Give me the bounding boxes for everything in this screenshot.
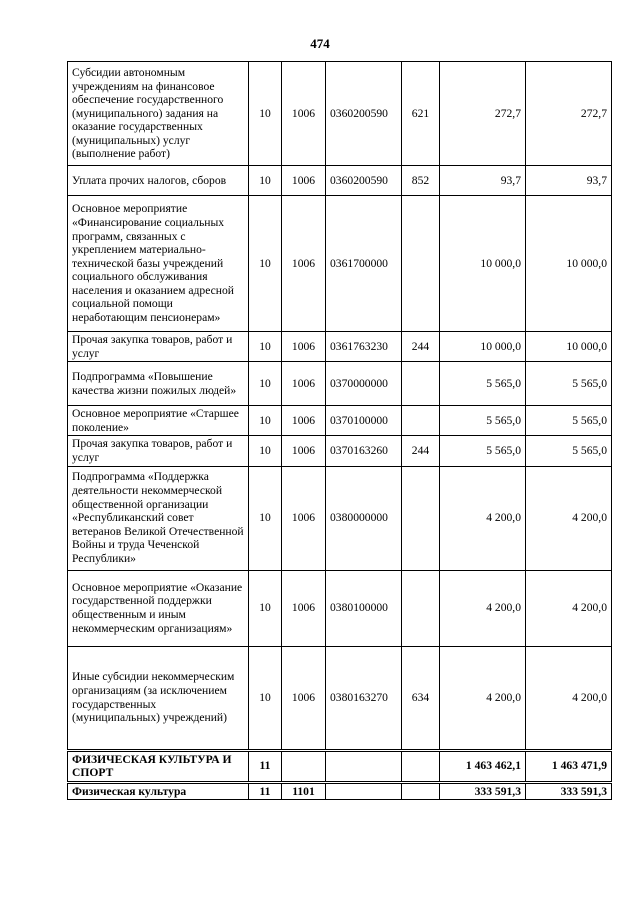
row-sum-2: 93,7 [526, 166, 612, 196]
row-subsection: 1006 [282, 332, 326, 362]
table-row [68, 570, 612, 646]
row-sum-2: 4 200,0 [526, 570, 612, 646]
row-name: Основное мероприятие «Финансирование социальных программ, связанных с укреплением материально-технической базы учреждений социального обслуживания населения и оказанием адресной социальной помощи неработающим пенсионерам» [68, 196, 249, 332]
row-sum-2: 10 000,0 [526, 196, 612, 332]
row-expense-type: 244 [402, 436, 440, 466]
row-subsection: 1006 [282, 362, 326, 406]
row-target-article: 0370163260 [326, 436, 402, 466]
row-name: Подпрограмма «Поддержка деятельности некоммерческой общественной организации «Республиканский совет ветеранов Великой Отечественной Войны и труда Чеченской Республики» [68, 466, 249, 570]
row-subsection: 1006 [282, 406, 326, 436]
table-row-subsection-total [68, 782, 612, 800]
row-sum-1: 272,7 [440, 62, 526, 166]
row-target-article: 0380000000 [326, 466, 402, 570]
row-section: 10 [249, 62, 282, 166]
table-row [68, 166, 612, 196]
row-name: Иные субсидии некоммерческим организациям (за исключением государственных (муниципальных) учреждений) [68, 646, 249, 750]
row-sum-1: 93,7 [440, 166, 526, 196]
row-section: 11 [249, 782, 282, 800]
row-sum-1: 5 565,0 [440, 436, 526, 466]
row-sum-1: 1 463 462,1 [440, 750, 526, 782]
row-section: 10 [249, 332, 282, 362]
row-target-article: 0380100000 [326, 570, 402, 646]
row-name: Физическая культура [68, 782, 249, 800]
budget-table [67, 61, 612, 800]
page-number: 474 [310, 36, 330, 51]
row-name: Субсидии автономным учреждениям на финансовое обеспечение государственного (муниципального) задания на оказание государственных (муниципальных) услуг (выполнение работ) [68, 62, 249, 166]
row-sum-2: 1 463 471,9 [526, 750, 612, 782]
table-row [68, 646, 612, 750]
row-expense-type [402, 750, 440, 782]
table-row [68, 332, 612, 362]
row-sum-2: 5 565,0 [526, 406, 612, 436]
row-name: Уплата прочих налогов, сборов [68, 166, 249, 196]
table-row [68, 406, 612, 436]
row-subsection: 1006 [282, 62, 326, 166]
row-expense-type [402, 466, 440, 570]
table-row [68, 362, 612, 406]
row-section: 10 [249, 362, 282, 406]
row-section: 10 [249, 646, 282, 750]
row-subsection: 1101 [282, 782, 326, 800]
row-target-article: 0370000000 [326, 362, 402, 406]
row-subsection [282, 750, 326, 782]
row-name: Прочая закупка товаров, работ и услуг [68, 436, 249, 466]
row-expense-type [402, 570, 440, 646]
row-target-article: 0360200590 [326, 62, 402, 166]
row-sum-2: 4 200,0 [526, 466, 612, 570]
row-target-article: 0360200590 [326, 166, 402, 196]
row-target-article: 0361763230 [326, 332, 402, 362]
row-name: Прочая закупка товаров, работ и услуг [68, 332, 249, 362]
row-sum-1: 4 200,0 [440, 646, 526, 750]
table-row [68, 62, 612, 166]
row-section: 11 [249, 750, 282, 782]
row-expense-type [402, 406, 440, 436]
row-section: 10 [249, 466, 282, 570]
row-expense-type [402, 782, 440, 800]
row-section: 10 [249, 196, 282, 332]
row-expense-type: 621 [402, 62, 440, 166]
row-target-article: 0380163270 [326, 646, 402, 750]
row-section: 10 [249, 166, 282, 196]
row-name: Основное мероприятие «Старшее поколение» [68, 406, 249, 436]
table-row [68, 196, 612, 332]
row-sum-2: 272,7 [526, 62, 612, 166]
table-row [68, 466, 612, 570]
row-sum-2: 333 591,3 [526, 782, 612, 800]
table-row-section-total [68, 750, 612, 782]
row-expense-type [402, 196, 440, 332]
row-target-article [326, 750, 402, 782]
row-sum-2: 5 565,0 [526, 436, 612, 466]
row-sum-2: 5 565,0 [526, 362, 612, 406]
row-expense-type: 634 [402, 646, 440, 750]
row-sum-1: 5 565,0 [440, 406, 526, 436]
row-sum-2: 4 200,0 [526, 646, 612, 750]
row-subsection: 1006 [282, 646, 326, 750]
row-subsection: 1006 [282, 436, 326, 466]
row-expense-type: 244 [402, 332, 440, 362]
row-subsection: 1006 [282, 196, 326, 332]
row-subsection: 1006 [282, 166, 326, 196]
row-subsection: 1006 [282, 466, 326, 570]
table-row [68, 436, 612, 466]
row-name: Подпрограмма «Повышение качества жизни пожилых людей» [68, 362, 249, 406]
row-name: Основное мероприятие «Оказание государственной поддержки общественным и иным некоммерческим организациям» [68, 570, 249, 646]
row-sum-1: 4 200,0 [440, 570, 526, 646]
row-section: 10 [249, 406, 282, 436]
row-sum-2: 10 000,0 [526, 332, 612, 362]
row-sum-1: 333 591,3 [440, 782, 526, 800]
row-expense-type: 852 [402, 166, 440, 196]
row-target-article: 0370100000 [326, 406, 402, 436]
row-target-article [326, 782, 402, 800]
row-subsection: 1006 [282, 570, 326, 646]
row-sum-1: 10 000,0 [440, 196, 526, 332]
row-target-article: 0361700000 [326, 196, 402, 332]
row-sum-1: 5 565,0 [440, 362, 526, 406]
row-sum-1: 10 000,0 [440, 332, 526, 362]
row-expense-type [402, 362, 440, 406]
row-section: 10 [249, 436, 282, 466]
row-section: 10 [249, 570, 282, 646]
row-sum-1: 4 200,0 [440, 466, 526, 570]
row-name: ФИЗИЧЕСКАЯ КУЛЬТУРА И СПОРТ [68, 750, 249, 782]
